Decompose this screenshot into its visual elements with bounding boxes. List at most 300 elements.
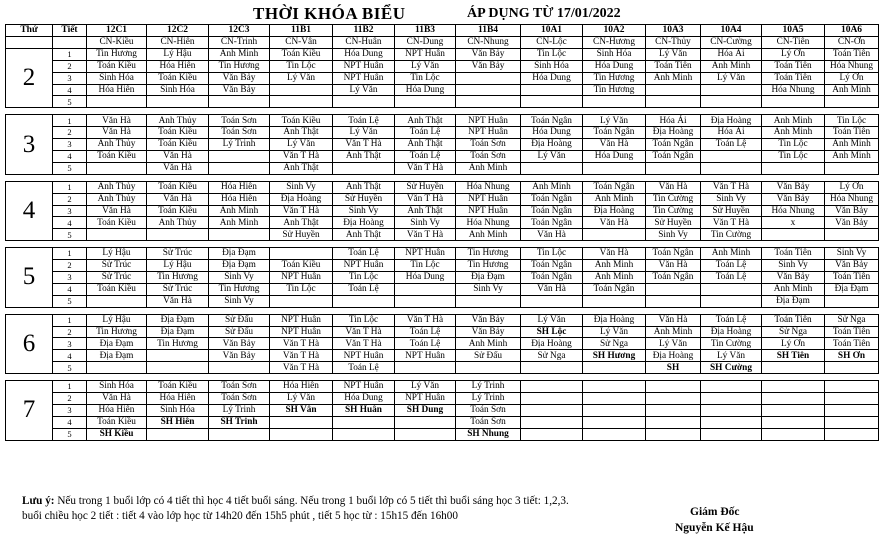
schedule-cell: Toán Tiên	[825, 127, 879, 139]
schedule-cell	[701, 96, 762, 108]
schedule-cell: Văn Hà	[646, 181, 701, 193]
separator-cell	[521, 108, 583, 115]
schedule-cell: Văn Hà	[87, 393, 147, 405]
schedule-cell: Lý Văn	[701, 350, 762, 362]
schedule-cell: Văn T Hà	[270, 350, 333, 362]
schedule-cell: NPT Huân	[395, 48, 456, 60]
schedule-cell: Sinh Vy	[333, 205, 395, 217]
schedule-cell: Toán Kiều	[87, 60, 147, 72]
schedule-cell	[395, 416, 456, 428]
schedule-cell: Lý Văn	[521, 151, 583, 163]
separator-cell	[395, 174, 456, 181]
schedule-cell	[762, 416, 825, 428]
schedule-cell	[456, 96, 521, 108]
schedule-cell	[147, 96, 209, 108]
applied-date: ÁP DỤNG TỪ 17/01/2022	[467, 6, 621, 21]
table-row	[6, 205, 879, 217]
schedule-cell	[87, 96, 147, 108]
schedule-cell	[87, 162, 147, 174]
schedule-cell: Hóa Hiên	[147, 60, 209, 72]
table-row	[6, 115, 879, 127]
separator-cell	[333, 241, 395, 248]
column-header: 12C3	[209, 25, 270, 37]
schedule-cell	[825, 229, 879, 241]
column-header: 11B1	[270, 25, 333, 37]
separator-cell	[333, 307, 395, 314]
schedule-cell: Toán Ngân	[646, 248, 701, 260]
schedule-cell: Toán Ngân	[646, 272, 701, 284]
schedule-cell: Anh Minh	[762, 283, 825, 295]
schedule-cell: Lý Văn	[333, 127, 395, 139]
schedule-cell: Hóa Hiên	[87, 404, 147, 416]
schedule-cell: Sử Nga	[762, 326, 825, 338]
schedule-cell: NPT Huân	[333, 260, 395, 272]
period-cell: 3	[53, 272, 87, 284]
schedule-cell: Lý Văn	[701, 72, 762, 84]
schedule-cell: Sử Đấu	[209, 326, 270, 338]
separator-cell	[87, 307, 147, 314]
schedule-cell: Toán Tiên	[825, 48, 879, 60]
homeroom-cell: CN-Tiên	[762, 37, 825, 49]
schedule-cell: Anh Minh	[825, 151, 879, 163]
schedule-cell	[147, 362, 209, 374]
schedule-cell: Địa Hoàng	[333, 217, 395, 229]
schedule-cell: NPT Huân	[270, 314, 333, 326]
schedule-cell: Sử Đấu	[456, 350, 521, 362]
schedule-cell: Tin Hương	[209, 60, 270, 72]
schedule-cell: Văn Hà	[583, 217, 646, 229]
schedule-cell	[395, 295, 456, 307]
separator-cell	[270, 174, 333, 181]
schedule-cell: Toán Sơn	[209, 127, 270, 139]
schedule-cell: Anh Minh	[209, 48, 270, 60]
schedule-cell: Toán Kiều	[87, 283, 147, 295]
schedule-cell: Sinh Vy	[701, 193, 762, 205]
schedule-cell	[456, 84, 521, 96]
day-cell: 4	[6, 181, 53, 240]
schedule-cell: Hóa Hiên	[87, 84, 147, 96]
schedule-cell	[646, 416, 701, 428]
schedule-cell: Toán Sơn	[456, 416, 521, 428]
period-cell: 1	[53, 181, 87, 193]
schedule-cell: Văn T Hà	[333, 139, 395, 151]
schedule-cell: Toán Sơn	[209, 393, 270, 405]
table-row	[6, 217, 879, 229]
schedule-cell: Văn T Hà	[395, 193, 456, 205]
schedule-cell: Hóa Dung	[395, 272, 456, 284]
schedule-cell	[825, 428, 879, 440]
separator-cell	[583, 374, 646, 381]
table-row	[6, 381, 879, 393]
schedule-cell	[583, 229, 646, 241]
schedule-cell: Tin Lộc	[521, 248, 583, 260]
schedule-cell	[646, 84, 701, 96]
schedule-cell	[825, 162, 879, 174]
schedule-cell: Anh Thủy	[147, 115, 209, 127]
footnote-line-1: Nếu trong 1 buổi lớp có 4 tiết thì học 4 tiết buổi sáng. Nếu trong 1 buổi lớp có 5 tiết thì buổi sáng học 3 tiết: 1,2,3.	[54, 495, 569, 507]
schedule-cell: Toán Ngân	[521, 115, 583, 127]
schedule-cell: Văn Bảy	[762, 181, 825, 193]
schedule-cell: Hóa Nhung	[762, 84, 825, 96]
schedule-cell: Sinh Vy	[762, 260, 825, 272]
schedule-cell: NPT Huân	[395, 248, 456, 260]
schedule-cell: Toán Kiều	[147, 139, 209, 151]
schedule-cell: Toán Tiên	[825, 272, 879, 284]
schedule-cell: Lý Ơn	[825, 181, 879, 193]
schedule-cell: Địa Hoàng	[701, 326, 762, 338]
timetable	[5, 24, 879, 441]
separator-cell	[456, 307, 521, 314]
homeroom-cell: CN-Ơn	[825, 37, 879, 49]
schedule-cell	[762, 362, 825, 374]
schedule-cell: Địa Đạm	[147, 314, 209, 326]
schedule-cell: Toán Kiều	[87, 416, 147, 428]
schedule-cell	[701, 381, 762, 393]
schedule-cell: Sinh Vy	[456, 283, 521, 295]
schedule-cell: Toán Kiều	[147, 205, 209, 217]
schedule-cell	[333, 428, 395, 440]
schedule-cell: Anh Thật	[333, 181, 395, 193]
period-cell: 4	[53, 283, 87, 295]
schedule-cell: Tin Cường	[646, 205, 701, 217]
schedule-cell: Văn Hà	[521, 283, 583, 295]
schedule-cell: Toán Kiều	[147, 381, 209, 393]
period-cell: 3	[53, 338, 87, 350]
schedule-cell: Địa Hoàng	[270, 193, 333, 205]
schedule-cell: Sử Nga	[521, 350, 583, 362]
schedule-cell: SH	[646, 362, 701, 374]
schedule-cell: Văn Hà	[87, 205, 147, 217]
separator-cell	[87, 108, 147, 115]
schedule-cell: Tin Lộc	[762, 139, 825, 151]
schedule-cell	[456, 362, 521, 374]
schedule-cell: Tin Hương	[456, 248, 521, 260]
schedule-cell	[147, 229, 209, 241]
schedule-cell: Toán Tiên	[825, 338, 879, 350]
separator-cell	[53, 174, 87, 181]
schedule-cell: Anh Thật	[395, 115, 456, 127]
schedule-cell: Sử Nga	[825, 314, 879, 326]
schedule-cell	[456, 295, 521, 307]
separator-cell	[209, 374, 270, 381]
schedule-cell: Hóa Ái	[701, 127, 762, 139]
schedule-cell	[333, 416, 395, 428]
separator-cell	[209, 241, 270, 248]
schedule-cell: Anh Thật	[270, 162, 333, 174]
schedule-cell: Anh Minh	[825, 139, 879, 151]
schedule-cell: Toán Kiều	[270, 115, 333, 127]
column-header: 11B2	[333, 25, 395, 37]
schedule-cell	[701, 428, 762, 440]
schedule-cell: Văn Hà	[646, 314, 701, 326]
schedule-cell	[646, 162, 701, 174]
schedule-cell	[521, 393, 583, 405]
schedule-cell: Toán Lệ	[701, 272, 762, 284]
separator-cell	[762, 108, 825, 115]
schedule-cell: Tin Hương	[87, 48, 147, 60]
schedule-cell: Văn Bảy	[825, 205, 879, 217]
schedule-cell: Toán Ngân	[521, 205, 583, 217]
separator-cell	[456, 108, 521, 115]
schedule-cell: Anh Thật	[270, 127, 333, 139]
period-cell: 3	[53, 205, 87, 217]
period-cell: 5	[53, 162, 87, 174]
homeroom-row	[6, 37, 879, 49]
schedule-cell: Địa Hoàng	[521, 139, 583, 151]
schedule-cell: Anh Thủy	[87, 193, 147, 205]
table-row	[6, 393, 879, 405]
schedule-cell: Địa Hoàng	[646, 127, 701, 139]
schedule-cell: Lý Hậu	[87, 314, 147, 326]
schedule-cell: Anh Minh	[456, 162, 521, 174]
schedule-cell	[762, 381, 825, 393]
table-row	[6, 338, 879, 350]
schedule-cell: SH Lộc	[521, 326, 583, 338]
schedule-cell: Lý Văn	[395, 381, 456, 393]
schedule-cell	[646, 283, 701, 295]
day-separator	[6, 374, 879, 381]
schedule-cell: Toán Kiều	[87, 217, 147, 229]
schedule-cell	[209, 96, 270, 108]
table-row	[6, 48, 879, 60]
schedule-cell: Toán Lệ	[333, 362, 395, 374]
period-cell: 1	[53, 381, 87, 393]
schedule-cell	[521, 162, 583, 174]
schedule-cell: Anh Thủy	[147, 217, 209, 229]
column-header: 10A4	[701, 25, 762, 37]
schedule-cell	[646, 381, 701, 393]
schedule-cell	[583, 295, 646, 307]
schedule-cell: Anh Minh	[762, 115, 825, 127]
homeroom-cell: CN-Dung	[395, 37, 456, 49]
schedule-cell: Toán Tiên	[762, 248, 825, 260]
schedule-cell: Sử Huyền	[395, 181, 456, 193]
separator-cell	[762, 174, 825, 181]
schedule-cell	[270, 248, 333, 260]
separator-cell	[646, 241, 701, 248]
period-cell: 2	[53, 326, 87, 338]
column-header: 10A2	[583, 25, 646, 37]
schedule-cell	[701, 84, 762, 96]
homeroom-cell: CN-Hiên	[147, 37, 209, 49]
schedule-cell	[209, 151, 270, 163]
schedule-cell	[762, 162, 825, 174]
schedule-cell: Lý Trinh	[456, 393, 521, 405]
schedule-cell	[583, 404, 646, 416]
separator-cell	[521, 241, 583, 248]
schedule-cell: SH Hương	[583, 350, 646, 362]
separator-cell	[583, 307, 646, 314]
schedule-cell	[646, 428, 701, 440]
schedule-cell: Văn Hà	[147, 151, 209, 163]
schedule-cell: Anh Thật	[333, 151, 395, 163]
separator-cell	[333, 374, 395, 381]
schedule-cell: Hóa Nhung	[825, 60, 879, 72]
schedule-cell: SH Cường	[701, 362, 762, 374]
day-cell: 2	[6, 48, 53, 107]
schedule-cell: Văn Bảy	[825, 217, 879, 229]
column-header: 12C2	[147, 25, 209, 37]
schedule-cell: Tin Cường	[646, 193, 701, 205]
schedule-cell: Sinh Hóa	[583, 48, 646, 60]
schedule-cell: Lý Trinh	[209, 404, 270, 416]
schedule-cell: Địa Hoàng	[521, 338, 583, 350]
schedule-cell: NPT Huân	[333, 350, 395, 362]
schedule-cell: Anh Thủy	[87, 139, 147, 151]
separator-cell	[147, 241, 209, 248]
separator-cell	[701, 174, 762, 181]
schedule-cell: Anh Minh	[583, 193, 646, 205]
table-row	[6, 72, 879, 84]
schedule-cell: Toán Kiều	[147, 181, 209, 193]
separator-cell	[583, 241, 646, 248]
schedule-cell: Địa Đạm	[209, 248, 270, 260]
period-cell: 2	[53, 193, 87, 205]
separator-cell	[395, 108, 456, 115]
schedule-cell: Sinh Vy	[209, 295, 270, 307]
schedule-cell	[209, 428, 270, 440]
schedule-cell: Toán Ngân	[521, 217, 583, 229]
schedule-cell: Toán Sơn	[209, 115, 270, 127]
schedule-cell: Văn Bảy	[825, 260, 879, 272]
day-separator	[6, 307, 879, 314]
schedule-cell: Hóa Hiên	[209, 193, 270, 205]
schedule-cell: Văn T Hà	[333, 326, 395, 338]
schedule-cell	[825, 381, 879, 393]
homeroom-cell: CN-Nhung	[456, 37, 521, 49]
schedule-cell: Tin Lộc	[333, 272, 395, 284]
schedule-cell: Hóa Nhung	[456, 217, 521, 229]
schedule-cell: Địa Hoàng	[583, 314, 646, 326]
separator-cell	[53, 307, 87, 314]
schedule-cell: Sử Đấu	[209, 314, 270, 326]
schedule-cell: Toán Lệ	[395, 151, 456, 163]
period-cell: 5	[53, 96, 87, 108]
period-cell: 2	[53, 260, 87, 272]
schedule-cell: Lý Văn	[333, 84, 395, 96]
schedule-cell: Toán Lệ	[701, 139, 762, 151]
schedule-cell: SH Ơn	[825, 350, 879, 362]
schedule-cell: Anh Minh	[762, 127, 825, 139]
schedule-cell: Toán Tiên	[646, 60, 701, 72]
separator-cell	[395, 307, 456, 314]
schedule-cell: Anh Thật	[395, 205, 456, 217]
schedule-cell: Tin Hương	[583, 72, 646, 84]
schedule-cell: Anh Minh	[456, 229, 521, 241]
schedule-cell: Tin Lộc	[521, 48, 583, 60]
schedule-cell: Lý Văn	[646, 48, 701, 60]
schedule-cell: Địa Đạm	[87, 350, 147, 362]
separator-cell	[6, 174, 53, 181]
day-cell: 6	[6, 314, 53, 373]
table-row	[6, 229, 879, 241]
schedule-cell: Lý Văn	[583, 326, 646, 338]
schedule-cell: Văn T Hà	[270, 205, 333, 217]
schedule-cell: SH Hiên	[147, 416, 209, 428]
table-row	[6, 248, 879, 260]
separator-cell	[6, 108, 53, 115]
schedule-cell: Toán Kiều	[147, 72, 209, 84]
period-cell: 3	[53, 404, 87, 416]
schedule-cell: Hóa Dung	[583, 151, 646, 163]
schedule-cell: Văn T Hà	[395, 162, 456, 174]
separator-cell	[333, 108, 395, 115]
schedule-cell: Anh Thủy	[87, 181, 147, 193]
schedule-cell: Lý Văn	[646, 338, 701, 350]
table-row	[6, 362, 879, 374]
schedule-cell: Sinh Vy	[209, 272, 270, 284]
schedule-cell: Hóa Hiên	[209, 181, 270, 193]
schedule-cell: Toán Lệ	[395, 326, 456, 338]
schedule-cell: Anh Minh	[646, 72, 701, 84]
separator-cell	[825, 174, 879, 181]
homeroom-cell: CN-Thủy	[646, 37, 701, 49]
schedule-cell: NPT Huân	[456, 205, 521, 217]
schedule-cell	[583, 96, 646, 108]
day-cell: 3	[6, 115, 53, 174]
separator-cell	[53, 374, 87, 381]
schedule-cell: Sinh Hóa	[521, 60, 583, 72]
schedule-cell: SH Trinh	[209, 416, 270, 428]
schedule-cell: NPT Huân	[270, 326, 333, 338]
schedule-cell: SH Vân	[270, 404, 333, 416]
schedule-cell	[333, 96, 395, 108]
period-cell: 5	[53, 362, 87, 374]
period-cell: 1	[53, 48, 87, 60]
table-row	[6, 193, 879, 205]
schedule-cell: Toán Tiên	[762, 60, 825, 72]
schedule-cell: Văn Bảy	[209, 338, 270, 350]
schedule-cell: Sử Trúc	[147, 283, 209, 295]
schedule-cell: NPT Huân	[395, 393, 456, 405]
table-row	[6, 283, 879, 295]
schedule-cell: Tin Lộc	[825, 115, 879, 127]
schedule-cell: Địa Hoàng	[701, 115, 762, 127]
schedule-cell: Văn Hà	[646, 260, 701, 272]
schedule-cell: Tin Hương	[456, 260, 521, 272]
schedule-cell: Sinh Hóa	[147, 404, 209, 416]
schedule-cell: Toán Ngân	[583, 127, 646, 139]
signature-title: Giám Đốc	[690, 506, 740, 518]
column-header: 11B4	[456, 25, 521, 37]
schedule-cell	[762, 96, 825, 108]
schedule-cell: SH Huân	[333, 404, 395, 416]
signature-name: Nguyễn Kế Hậu	[675, 522, 754, 534]
column-header: 10A1	[521, 25, 583, 37]
schedule-cell: Anh Minh	[825, 84, 879, 96]
period-cell: 3	[53, 139, 87, 151]
column-header: 10A5	[762, 25, 825, 37]
period-cell: 4	[53, 84, 87, 96]
schedule-cell	[583, 428, 646, 440]
period-cell: 2	[53, 127, 87, 139]
schedule-cell: Văn T Hà	[270, 338, 333, 350]
separator-cell	[521, 307, 583, 314]
separator-cell	[53, 108, 87, 115]
table-row	[6, 326, 879, 338]
schedule-cell: Văn T Hà	[395, 229, 456, 241]
homeroom-cell: CN-Kiều	[87, 37, 147, 49]
period-cell: 5	[53, 295, 87, 307]
schedule-cell: Toán Ngân	[646, 151, 701, 163]
schedule-cell: Hóa Hiên	[270, 381, 333, 393]
column-header: 10A3	[646, 25, 701, 37]
schedule-cell: Văn Hà	[147, 162, 209, 174]
day-separator	[6, 174, 879, 181]
schedule-cell: Toán Ngân	[521, 260, 583, 272]
footnote	[22, 494, 702, 524]
schedule-cell	[333, 295, 395, 307]
